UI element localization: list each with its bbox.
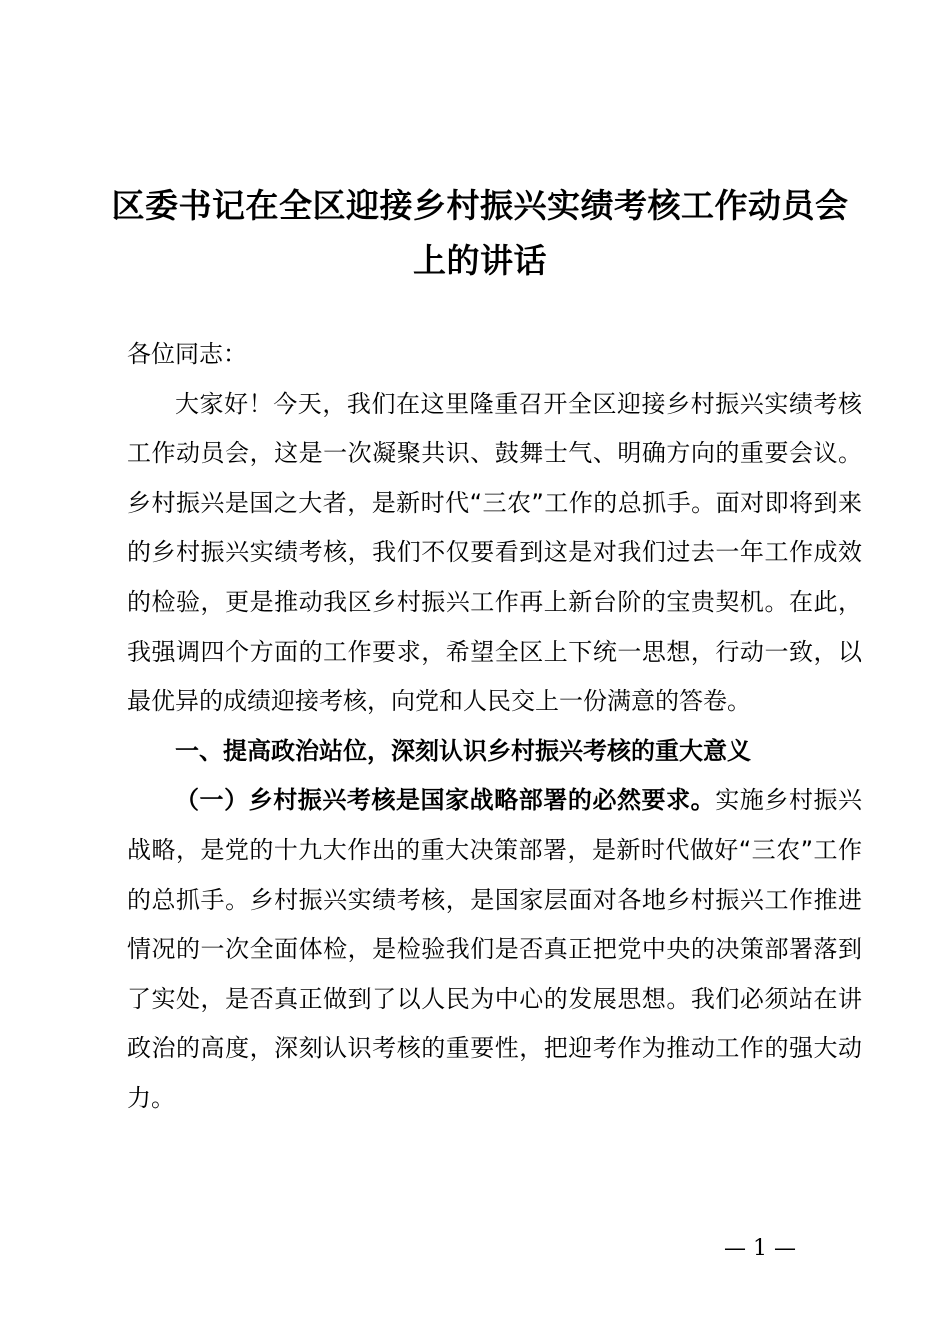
subsection-paragraph [127, 776, 862, 1123]
subsection-text: 实施乡村振兴战略，是党的十九大作出的重大决策部署，是新时代做好“三农”工作的总抓手。乡村振兴实绩考核，是国家层面对各地乡村振兴工作推进情况的一次全面体检，是检验我们是否真正把党中央的决策部署落到了实处，是否真正做到了以人民为中心的发展思想。我们必须站在讲政治的高度，深刻认识考核的重要性，把迎考作为推动工作的强大动力。 [127, 786, 863, 1112]
section-heading: 一、提高政治站位，深刻认识乡村振兴考核的重大意义 [175, 736, 751, 765]
opening-paragraph: 大家好！今天，我们在这里隆重召开全区迎接乡村振兴实绩考核工作动员会，这是一次凝聚共识、鼓舞士气、明确方向的重要会议。乡村振兴是国之大者，是新时代“三农”工作的总抓手。面对即将到来的乡村振兴实绩考核，我们不仅要看到这是对我们过去一年工作成效的检验，更是推动我区乡村振兴工作再上新台阶的宝贵契机。在此，我强调四个方面的工作要求，希望全区上下统一思想，行动一致，以最优异的成绩迎接考核，向党和人民交上一份满意的答卷。 [127, 389, 862, 716]
subsection-heading: （一）乡村振兴考核是国家战略部署的必然要求。 [175, 786, 716, 815]
document-body [127, 330, 862, 1124]
salutation: 各位同志： [127, 340, 247, 368]
page-number: — 1 — [724, 1236, 796, 1261]
document-title: 区委书记在全区迎接乡村振兴实绩考核工作动员会上的讲话 [111, 186, 849, 280]
